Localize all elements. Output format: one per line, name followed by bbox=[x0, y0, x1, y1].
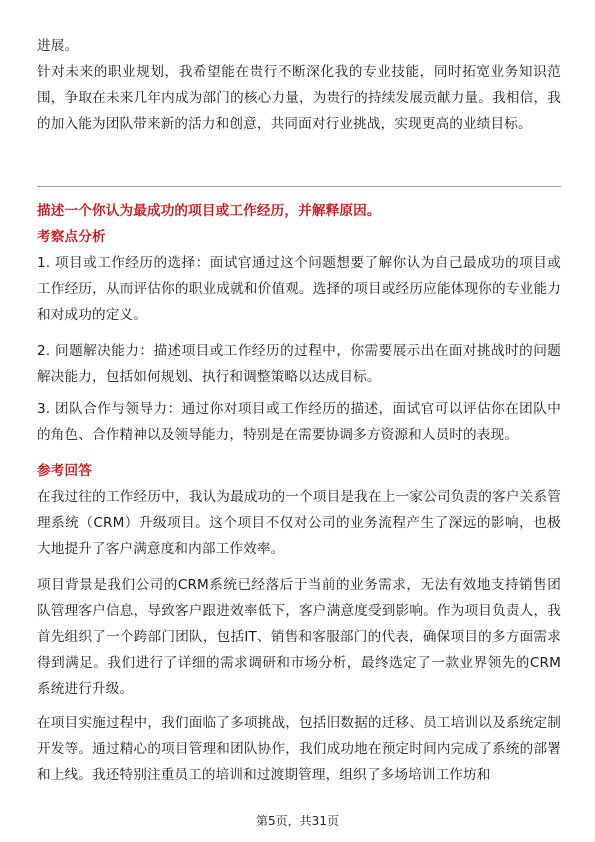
interview-question: 描述一个你认为最成功的项目或工作经历，并解释原因。 bbox=[37, 203, 381, 219]
answer-paragraph-3: 在项目实施过程中，我们面临了多项挑战，包括旧数据的迁移、员工培训以及系统定制开发等。通过精心的项目管理和团队协作，我们成功地在预定时间内完成了系统的部署和上线。我还特别注重员工的培训和过渡期管理，组织了多场培训工作坊和 bbox=[37, 715, 561, 783]
analysis-heading: 考察点分析 bbox=[37, 229, 106, 245]
analysis-item-2: 2. 问题解决能力：描述项目或工作经历的过程中，你需要展示出在面对挑战时的问题解决能力，包括如何规划、执行和调整策略以达成目标。 bbox=[37, 343, 561, 385]
answer-paragraph-1: 在我过往的工作经历中，我认为最成功的一个项目是我在上一家公司负责的客户关系管理系统（CRM）升级项目。这个项目不仅对公司的业务流程产生了深远的影响，也极大地提升了客户满意度和内部工作效率。 bbox=[37, 489, 561, 557]
answer-paragraph-2: 项目背景是我们公司的CRM系统已经落后于当前的业务需求，无法有效地支持销售团队管理客户信息，导致客户跟进效率低下，客户满意度受到影响。作为项目负责人，我首先组织了一个跨部门团队，包括IT、销售和客服部门的代表，确保项目的多方面需求得到满足。我们进行了详细的需求调研和市场分析，最终选定了一款业界领先的CRM系统进行升级。 bbox=[37, 577, 561, 697]
career-plan-paragraph: 针对未来的职业规划，我希望能在贵行不断深化我的专业技能，同时拓宽业务知识范围，争取在未来几年内成为部门的核心力量，为贵行的持续发展贡献力量。我相信，我的加入能为团队带来新的活力和创意，共同面对行业挑战，实现更高的业绩目标。 bbox=[37, 64, 561, 132]
page-number: 第5页，共31页 bbox=[256, 814, 339, 828]
answer-heading: 参考回答 bbox=[37, 463, 92, 479]
continued-text: 进展。 bbox=[37, 38, 79, 54]
analysis-item-3: 3. 团队合作与领导力：通过你对项目或工作经历的描述，面试官可以评估你在团队中的角色、合作精神以及领导能力，特别是在需要协调多方资源和人员时的表现。 bbox=[37, 401, 561, 443]
section-divider bbox=[37, 186, 561, 187]
analysis-item-1: 1. 项目或工作经历的选择：面试官通过这个问题想要了解你认为自己最成功的项目或工作经历，从而评估你的职业成就和价值观。选择的项目或经历应能体现你的专业能力和对成功的定义。 bbox=[37, 255, 561, 323]
